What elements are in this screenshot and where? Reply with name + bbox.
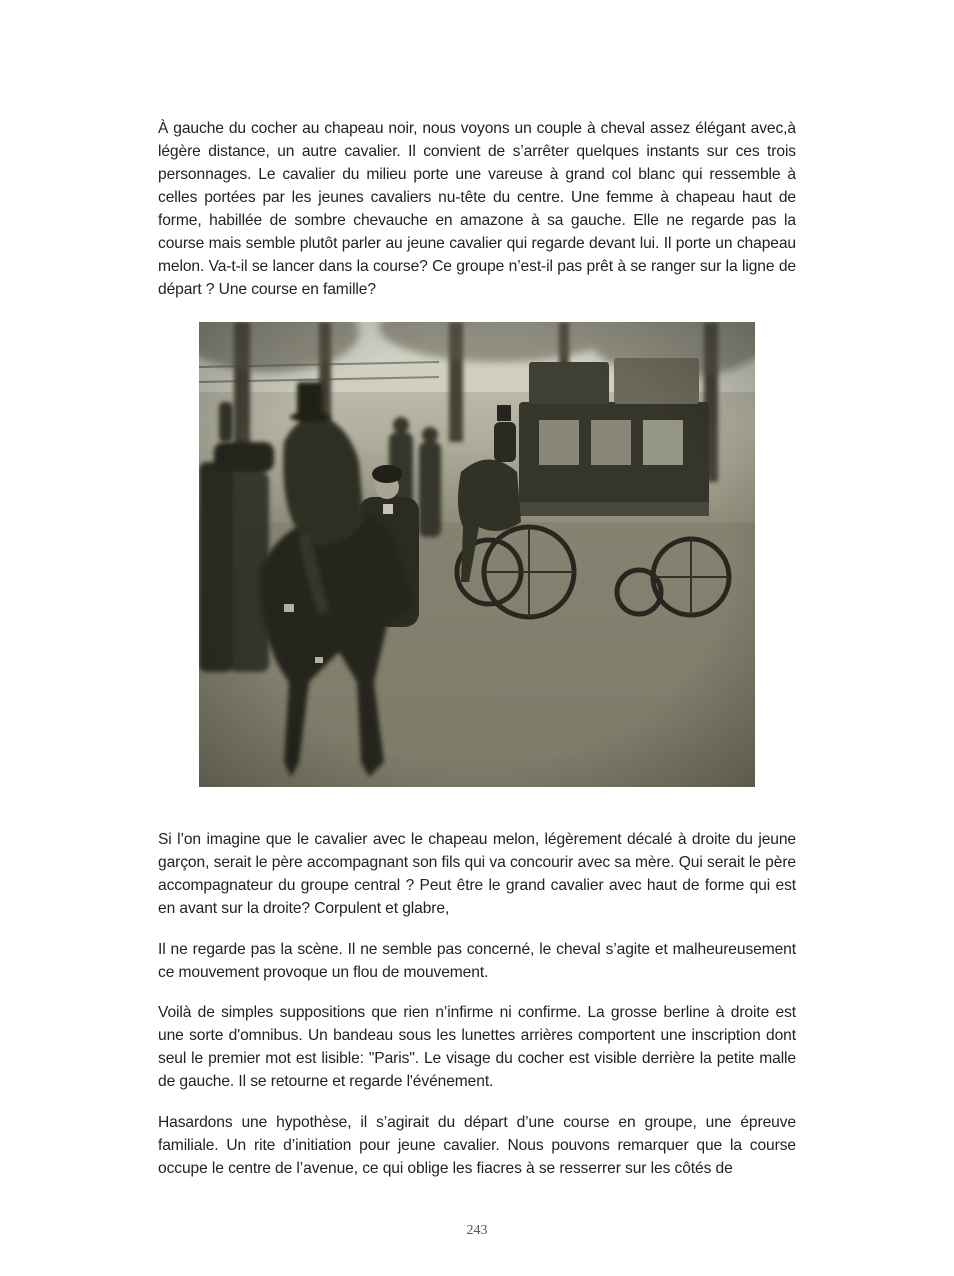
paragraph-1: À gauche du cocher au chapeau noir, nous voyons un couple à cheval assez élégant avec,à légère distance, un autre cavalier. Il convient de s’arrêter quelques instants sur ces trois personnages. Le cavalier du milieu porte une vareuse à grand col blanc qui ressemble à celles portées par les jeunes cavaliers nu-tête du centre. Une femme à chapeau haut de forme, habillée de sombre chevauche en amazone à sa gauche. Elle ne regarde pas la course mais semble plutôt parler au jeune cavalier qui regarde devant lui. Il porte un chapeau melon. Va-t-il se lancer dans la course? Ce groupe n’est-il pas prêt à se ranger sur la ligne de départ ? Une course en famille? <box>158 120 796 298</box>
paragraph-2: Si l’on imagine que le cavalier avec le chapeau melon, légèrement décalé à droite du jeune garçon, serait le père accompagnant son fils qui va concourir avec sa mère. Qui serait le père accompagnateur du groupe central ? Peut être le grand cavalier avec haut de forme qui est en avant sur la droite? Corpulent et glabre, <box>158 831 796 917</box>
historical-photograph <box>199 322 755 787</box>
paragraph-4: Voilà de simples suppositions que rien n’infirme ni confirme. La grosse berline à droite est une sorte d'omnibus. Un bandeau sous les lunettes arrières comportent une inscription dont seul le premier mot est lisible: "Paris". Le visage du cocher est visible derrière la petite malle de gauche. Il se retourne et regarde l'événement. <box>158 1004 796 1090</box>
photo-illustration <box>199 322 755 787</box>
paragraph-5: Hasardons une hypothèse, il s’agirait du départ d’une course en groupe, une épreuve familiale. Un rite d’initiation pour jeune cavalier. Nous pouvons remarquer que la course occupe le centre de l’avenue, ce qui oblige les fiacres à se resserrer sur les côtés de <box>158 1114 796 1177</box>
page-number: 243 <box>466 1223 488 1238</box>
paragraph-3: Il ne regarde pas la scène. Il ne semble pas concerné, le cheval s’agite et malheureusement ce mouvement provoque un flou de mouvement. <box>158 941 796 981</box>
